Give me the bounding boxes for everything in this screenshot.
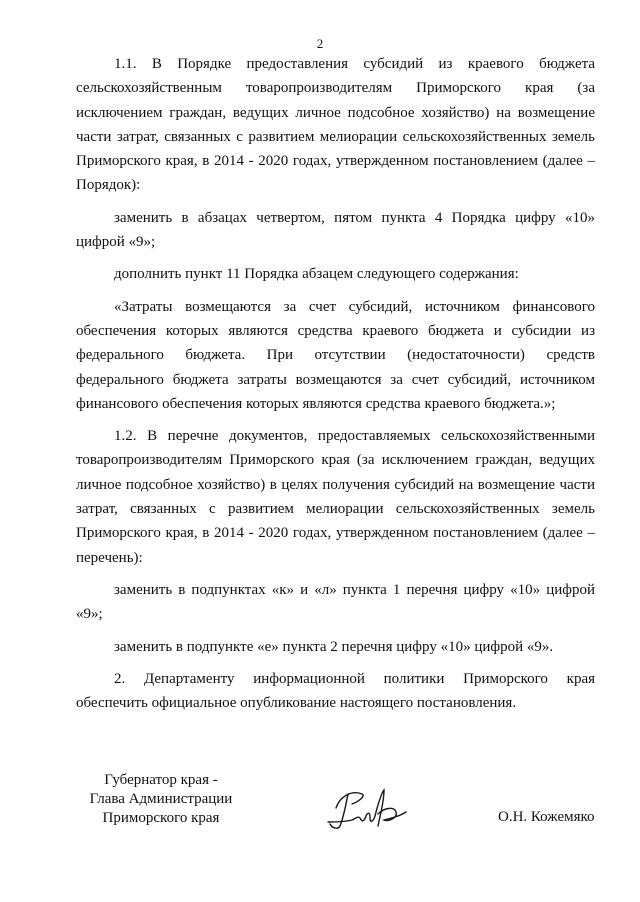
signatory-title-line: Губернатор края - [104, 772, 218, 788]
paragraph-1-2: 1.2. В перечне документов, предоставляемых сельскохозяйственными товаропроизводителям Приморского края (за исключением граждан, ведущих личное подсобное хозяйство) в целях получения субсидий на возмещение части затрат, связанных с развитием мелиорации сельскохозяйственных земель Приморского края, в 2014 - 2020 годах, утвержденном постановлением (далее – перечень): [76, 428, 595, 566]
page-number: 2 [316, 36, 324, 51]
paragraph-replace-digit-item-2: заменить в подпункте «е» пункта 2 перечня цифру «10» цифрой «9». [114, 638, 554, 655]
signer-name: О.Н. Кожемяко [498, 809, 595, 825]
paragraph-quoted-text: «Затраты возмещаются за счет субсидий, источником финансового обеспечения которых являются средства краевого бюджета и субсидии из федерального бюджета. При отсутствии (недостаточности) средств федерального бюджета затраты возмещаются за счет субсидий, источником финансового обеспечения которых являются средства краевого бюджета.»; [76, 298, 595, 412]
paragraph-1-1: 1.1. В Порядке предоставления субсидий из краевого бюджета сельскохозяйственным товаропроизводителям Приморского края (за исключением граждан, ведущих личное подсобное хозяйство) на возмещение части затрат, связанных с развитием мелиорации сельскохозяйственных земель Приморского края, в 2014 - 2020 годах, утвержденном постановлением (далее – Порядок): [76, 56, 595, 194]
signatory-title [76, 771, 246, 828]
paragraph-add-clause: дополнить пункт 11 Порядка абзацем следующего содержания: [114, 266, 519, 283]
signatory-title-line: Приморского края [102, 810, 220, 826]
handwritten-signature [322, 782, 410, 832]
paragraph-replace-digit-item-1: заменить в подпунктах «к» и «л» пункта 1 перечня цифру «10» цифрой «9»; [76, 581, 595, 623]
document-body [76, 52, 595, 715]
signatory-title-line: Глава Администрации [89, 791, 233, 807]
paragraph-2: 2. Департаменту информационной политики Приморского края обеспечить официальное опубликование настоящего постановления. [76, 670, 595, 712]
paragraph-replace-digit-porjadok: заменить в абзацах четвертом, пятом пункта 4 Порядка цифру «10» цифрой «9»; [76, 209, 595, 251]
